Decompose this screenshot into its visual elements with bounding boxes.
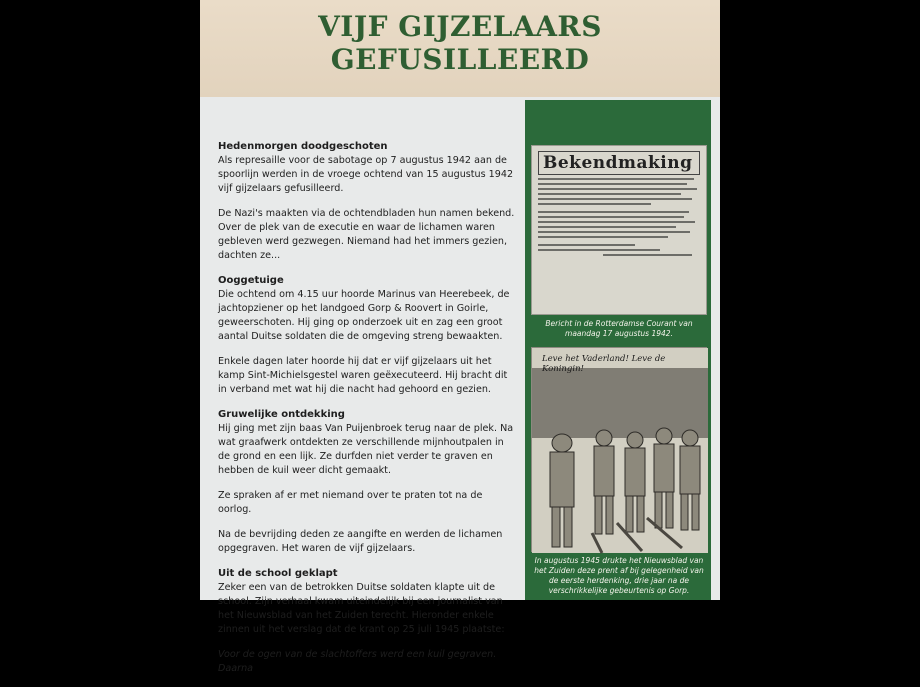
paragraph: De Nazi's maakten via de ochtendbladen hun namen bekend. Over de plek van de executie en waar de lichamen waren gebleven werd gezwegen. Niemand had het immers gezien, dachten ze...: [218, 208, 515, 261]
panel-title: VIJF GIJZELAARS GEFUSILLEERD: [318, 10, 602, 76]
paragraph: Ze spraken af er met niemand over te praten tot na de oorlog.: [218, 490, 483, 515]
newspaper-quote: Voor de ogen van de slachtoffers werd een kuil gegraven. Daarna: [218, 649, 497, 674]
commemorative-print: [531, 347, 707, 552]
section-ooggetuige: [218, 274, 518, 397]
section-uit-de-school: [218, 567, 518, 676]
section-heading: Gruwelijke ontdekking: [218, 409, 345, 420]
clipping-title: Bekendmaking: [538, 151, 700, 175]
section-heading: Ooggetuige: [218, 275, 284, 286]
paragraph: Enkele dagen later hoorde hij dat er vijf gijzelaars uit het kamp Sint-Michielsgestel waren geëxecuteerd. Hij bracht dit in verband met wat hij die nacht had gehoord en gezien.: [218, 356, 508, 395]
paragraph: Hij ging met zijn baas Van Puijenbroek terug naar de plek. Na wat graafwerk ontdekten ze verschillende mijnhoutpalen in de grond en een lijk. Ze durfden niet verder te graven en hebben de kuil weer dicht gemaakt.: [218, 423, 514, 476]
section-heading: Uit de school geklapt: [218, 568, 338, 579]
paragraph: Als represaille voor de sabotage op 7 augustus 1942 aan de spoorlijn werden in de vroege ochtend van 15 augustus 1942 vijf gijzelaars gefusilleerd.: [218, 155, 514, 194]
execution-illustration: [532, 348, 708, 553]
clipping-caption: Bericht in de Rotterdamse Courant van maandag 17 augustus 1942.: [545, 319, 693, 338]
newspaper-clipping: [531, 145, 707, 315]
section-gruwelijke-ontdekking: [218, 408, 518, 556]
print-banner: Leve het Vaderland! Leve de Koningin!: [542, 354, 666, 374]
information-panel: [200, 0, 720, 674]
body-text: [218, 140, 518, 687]
section-hedenmorgen: [218, 140, 518, 263]
image-sidebar: [525, 100, 711, 600]
header-band: [200, 0, 720, 97]
paragraph: Zeker een van de betrokken Duitse soldaten klapte uit de school. Zijn verhaal kwam uiteindelijk bij een journalist van het Nieuwsblad van het Zuiden terecht. Hieronder enkele zinnen uit het verslag dat de krant op 25 juli 1945 plaatste:: [218, 582, 505, 635]
paragraph: Die ochtend om 4.15 uur hoorde Marinus van Heerebeek, de jachtopziener op het landgoed Gorp & Roovert in Goirle, geweerschoten. Hij ging op onderzoek uit en zag een groot aantal Duitse soldaten die de omgeving streng bewaakten.: [218, 289, 510, 342]
paragraph: Na de bevrijding deden ze aangifte en werden de lichamen opgegraven. Het waren de vijf gijzelaars.: [218, 529, 503, 554]
print-caption: In augustus 1945 drukte het Nieuwsblad van het Zuiden deze prent af bij gelegenheid van de eerste herdenking, drie jaar na de verschrikkelijke gebeurtenis op Gorp.: [534, 556, 704, 595]
section-heading: Hedenmorgen doodgeschoten: [218, 141, 388, 152]
